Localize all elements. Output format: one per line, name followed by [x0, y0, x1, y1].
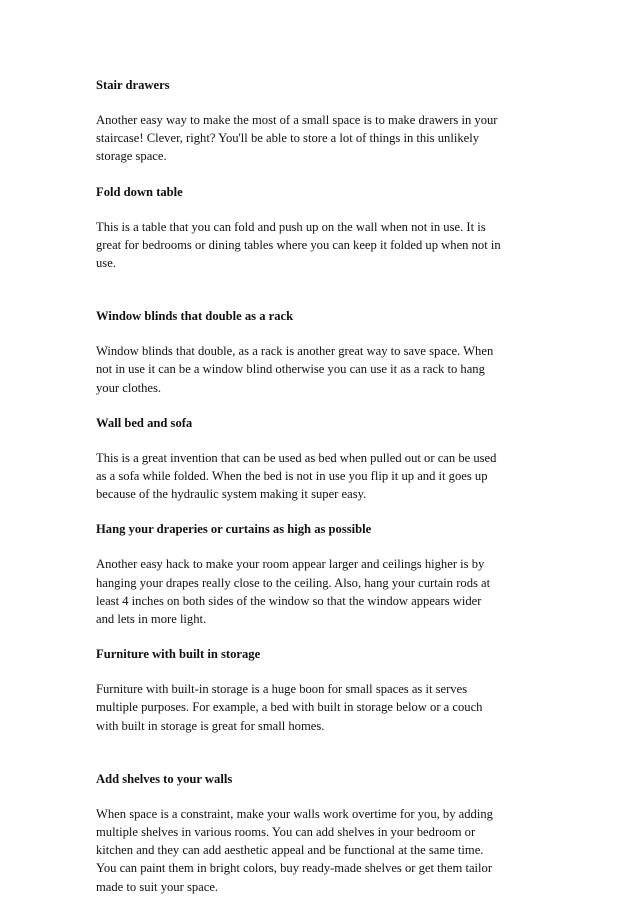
- paragraph-line: This is a table that you can fold and push up on the wall when not in use. It is: [96, 219, 486, 234]
- section-heading: Hang your draperies or curtains as high as possible: [96, 522, 372, 537]
- blank-line: [96, 289, 546, 307]
- section-paragraph: [96, 805, 546, 896]
- paragraph-line: made to suit your space.: [96, 879, 219, 894]
- blank-line: [96, 752, 546, 770]
- section-hang-draperies: [96, 520, 546, 628]
- paragraph-line: your clothes.: [96, 380, 162, 395]
- section-stair-drawers: [96, 76, 546, 166]
- section-heading: Wall bed and sofa: [96, 415, 193, 430]
- paragraph-line: Furniture with built-in storage is a huge boon for small spaces as it serves: [96, 682, 468, 697]
- paragraph-line: staircase! Clever, right? You'll be able to store a lot of things in this unlikely: [96, 131, 480, 146]
- section-heading: Fold down table: [96, 184, 183, 199]
- section-wall-bed-sofa: [96, 414, 546, 504]
- paragraph-line: Another easy way to make the most of a small space is to make drawers in your: [96, 113, 498, 127]
- section-heading: Stair drawers: [96, 78, 170, 92]
- paragraph-line: multiple purposes. For example, a bed with built in storage below or a couch: [96, 700, 483, 715]
- document-page: [96, 76, 546, 913]
- paragraph-line: multiple shelves in various rooms. You can add shelves in your bedroom or: [96, 825, 476, 840]
- section-fold-down-table: [96, 183, 546, 273]
- paragraph-line: and lets in more light.: [96, 612, 207, 627]
- paragraph-line: This is a great invention that can be used as bed when pulled out or can be used: [96, 450, 497, 465]
- section-paragraph: [96, 449, 546, 504]
- paragraph-line: great for bedrooms or dining tables where you can keep it folded up when not in: [96, 237, 501, 252]
- paragraph-line: kitchen and they can add aesthetic appeal and be functional at the same time.: [96, 843, 484, 858]
- paragraph-line: not in use it can be a window blind otherwise you can use it as a rack to hang: [96, 362, 485, 377]
- section-paragraph: [96, 680, 546, 735]
- section-paragraph: [96, 218, 546, 273]
- section-heading: Furniture with built in storage: [96, 647, 261, 662]
- paragraph-line: You can paint them in bright colors, buy ready-made shelves or get them tailor: [96, 861, 493, 876]
- paragraph-line: Window blinds that double, as a rack is another great way to save space. When: [96, 344, 494, 359]
- section-heading: Window blinds that double as a rack: [96, 309, 294, 324]
- section-add-shelves: [96, 770, 546, 896]
- section-paragraph: [96, 111, 546, 166]
- paragraph-line: least 4 inches on both sides of the window so that the window appears wider: [96, 593, 482, 608]
- paragraph-line: hanging your drapes really close to the ceiling. Also, hang your curtain rods at: [96, 575, 491, 590]
- paragraph-line: as a sofa while folded. When the bed is not in use you flip it up and it goes up: [96, 469, 488, 484]
- section-window-blinds: [96, 307, 546, 397]
- section-heading: Add shelves to your walls: [96, 771, 233, 786]
- paragraph-line: because of the hydraulic system making it super easy.: [96, 487, 367, 502]
- section-paragraph: [96, 342, 546, 397]
- paragraph-line: storage space.: [96, 149, 167, 164]
- paragraph-line: use.: [96, 256, 116, 271]
- paragraph-line: When space is a constraint, make your walls work overtime for you, by adding: [96, 806, 493, 821]
- paragraph-line: with built in storage is great for small homes.: [96, 718, 325, 733]
- section-furniture-storage: [96, 645, 546, 735]
- section-paragraph: [96, 555, 546, 628]
- paragraph-line: Another easy hack to make your room appear larger and ceilings higher is by: [96, 557, 485, 572]
